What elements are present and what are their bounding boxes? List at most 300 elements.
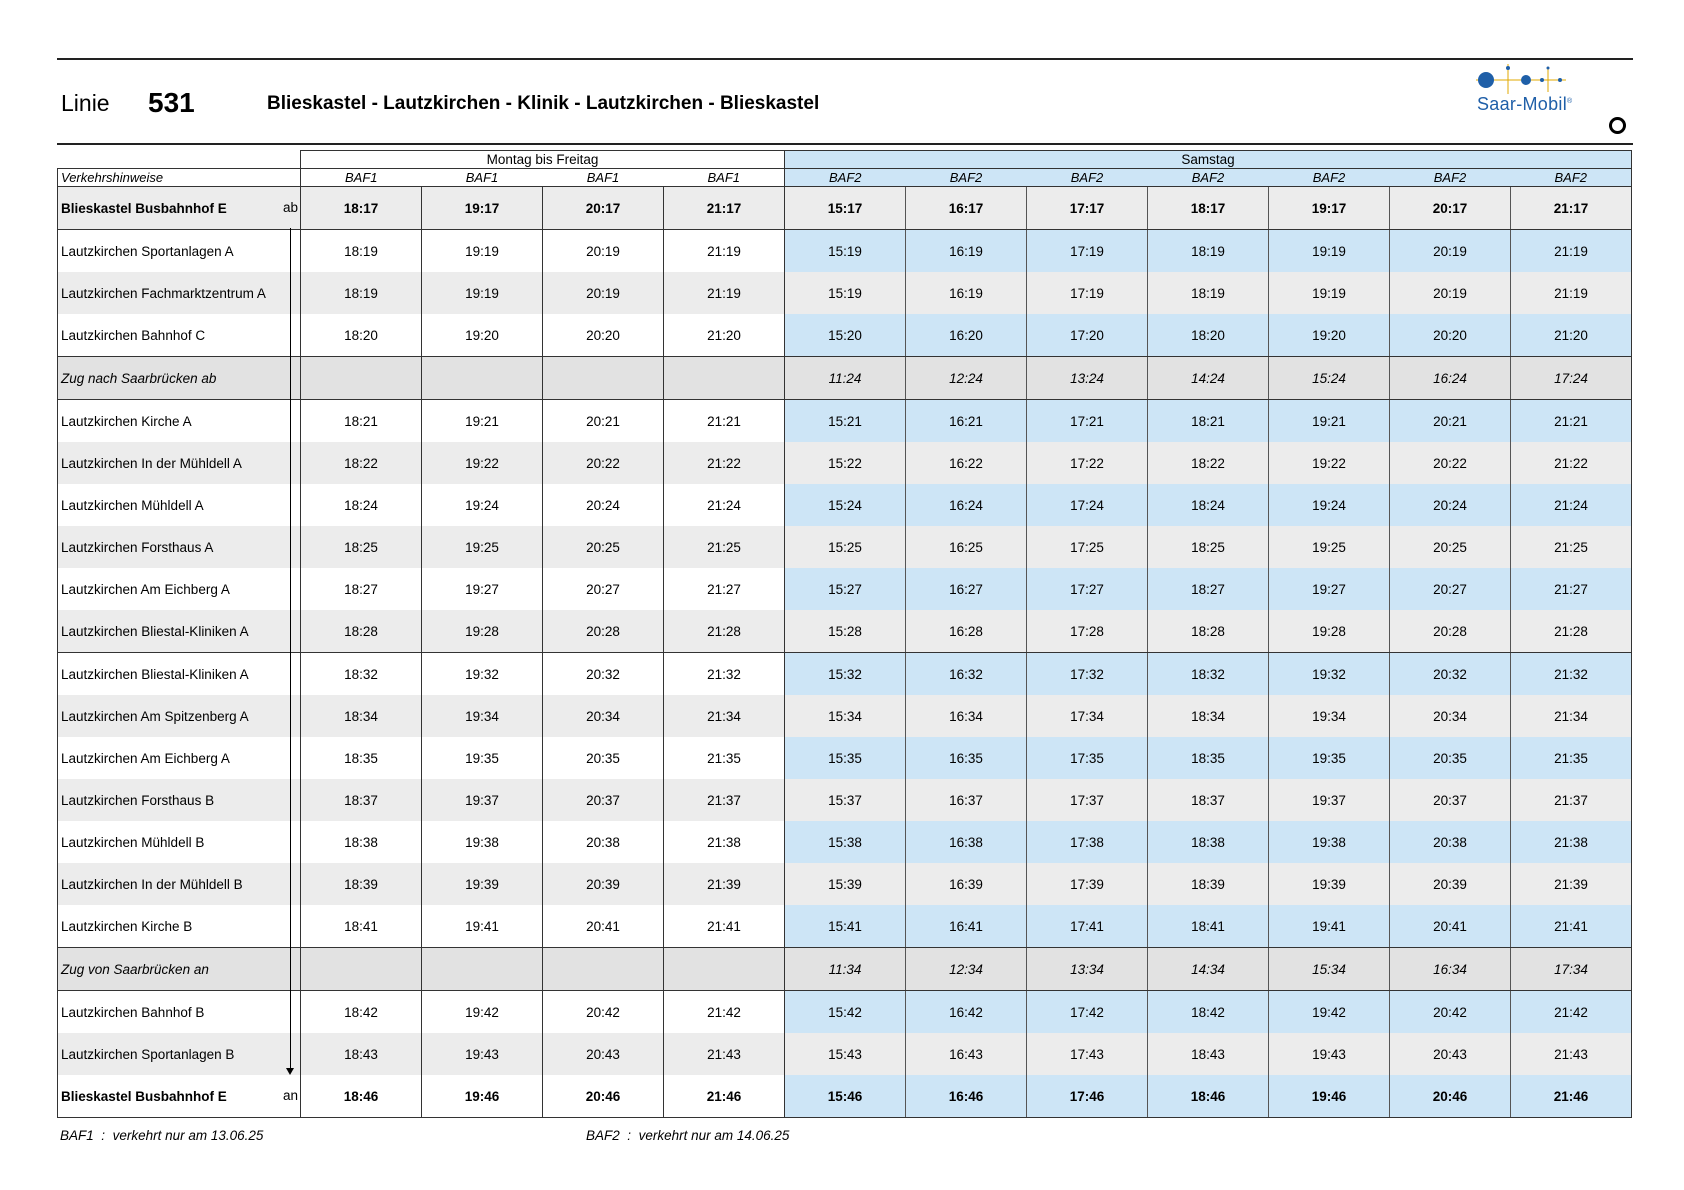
timetable-row (58, 357, 1632, 400)
departure-time: 18:41 (1148, 905, 1269, 948)
departure-time: 18:34 (1148, 695, 1269, 737)
departure-time: 15:39 (785, 863, 906, 905)
stop-name (58, 442, 301, 484)
departure-time: 18:24 (1148, 484, 1269, 526)
departure-time: 19:19 (422, 230, 543, 273)
stop-name (58, 1033, 301, 1075)
day-group-spacer (58, 151, 301, 169)
stop-name (58, 187, 301, 230)
departure-time: 21:24 (664, 484, 785, 526)
stop-name-label: Blieskastel Busbahnhof E (61, 1088, 227, 1104)
departure-time: 17:34 (1027, 695, 1148, 737)
departure-time: 21:25 (1511, 526, 1632, 568)
departure-time: 20:43 (543, 1033, 664, 1075)
departure-time: 13:34 (1027, 948, 1148, 991)
departure-time: 20:38 (543, 821, 664, 863)
timetable-row (58, 272, 1632, 314)
departure-time: 21:46 (1511, 1075, 1632, 1118)
departure-time: 21:41 (1511, 905, 1632, 948)
departure-time: 19:24 (1269, 484, 1390, 526)
stop-name (58, 737, 301, 779)
column-header: BAF2 (906, 169, 1027, 187)
stop-name-label: Lautzkirchen Am Spitzenberg A (61, 708, 249, 724)
departure-time: 19:39 (422, 863, 543, 905)
departure-time: 15:32 (785, 653, 906, 696)
departure-time: 20:38 (1390, 821, 1511, 863)
stop-name-label: Lautzkirchen In der Mühldell A (61, 455, 242, 471)
departure-time: 18:37 (301, 779, 422, 821)
departure-time: 18:19 (1148, 230, 1269, 273)
departure-time: 15:20 (785, 314, 906, 357)
departure-time: 16:19 (906, 272, 1027, 314)
departure-time: 16:35 (906, 737, 1027, 779)
timetable-row (58, 400, 1632, 443)
departure-time: 18:22 (301, 442, 422, 484)
timetable-row (58, 863, 1632, 905)
stop-name (58, 314, 301, 357)
departure-time: 19:41 (422, 905, 543, 948)
departure-time: 16:34 (1390, 948, 1511, 991)
departure-time: 15:27 (785, 568, 906, 610)
departure-time: 21:32 (664, 653, 785, 696)
departure-time: 18:37 (1148, 779, 1269, 821)
departure-time: 19:32 (422, 653, 543, 696)
column-header: BAF1 (543, 169, 664, 187)
departure-time: 16:17 (906, 187, 1027, 230)
departure-time: 19:38 (422, 821, 543, 863)
stop-name-label: Zug von Saarbrücken an (61, 961, 209, 977)
stop-name (58, 230, 301, 273)
stop-name-label: Lautzkirchen Forsthaus A (61, 539, 214, 555)
departure-time: 16:28 (906, 610, 1027, 653)
stop-name (58, 905, 301, 948)
departure-time: 20:28 (1390, 610, 1511, 653)
day-group-saturday: Samstag (785, 151, 1632, 169)
departure-time (664, 948, 785, 991)
departure-time: 21:35 (1511, 737, 1632, 779)
departure-time: 17:39 (1027, 863, 1148, 905)
departure-time: 18:34 (301, 695, 422, 737)
timetable-row (58, 187, 1632, 230)
departure-time: 18:41 (301, 905, 422, 948)
departure-time: 20:21 (1390, 400, 1511, 443)
departure-time: 19:21 (422, 400, 543, 443)
stop-name (58, 948, 301, 991)
departure-time (422, 948, 543, 991)
column-header: BAF1 (664, 169, 785, 187)
departure-time: 17:24 (1027, 484, 1148, 526)
departure-time: 19:20 (1269, 314, 1390, 357)
departure-time: 19:35 (1269, 737, 1390, 779)
departure-time: 20:35 (543, 737, 664, 779)
departure-time: 16:25 (906, 526, 1027, 568)
departure-time: 17:19 (1027, 272, 1148, 314)
departure-time: 19:46 (422, 1075, 543, 1118)
departure-time: 20:46 (1390, 1075, 1511, 1118)
day-group-weekday: Montag bis Freitag (301, 151, 785, 169)
departure-time: 21:17 (1511, 187, 1632, 230)
departure-time (543, 357, 664, 400)
departure-time: 20:22 (543, 442, 664, 484)
departure-time: 21:22 (1511, 442, 1632, 484)
timetable-row (58, 737, 1632, 779)
departure-time: 20:24 (543, 484, 664, 526)
departure-time: 19:25 (422, 526, 543, 568)
departure-time: 19:21 (1269, 400, 1390, 443)
departure-time: 21:28 (664, 610, 785, 653)
departure-time: 19:17 (1269, 187, 1390, 230)
departure-time: 19:34 (422, 695, 543, 737)
departure-time: 21:38 (1511, 821, 1632, 863)
departure-time: 11:34 (785, 948, 906, 991)
linie-label: Linie (61, 90, 110, 116)
timetable-row (58, 230, 1632, 273)
departure-time: 21:32 (1511, 653, 1632, 696)
departure-time: 20:37 (1390, 779, 1511, 821)
timetable-row (58, 314, 1632, 357)
departure-time: 17:25 (1027, 526, 1148, 568)
departure-time: 21:20 (664, 314, 785, 357)
departure-time: 15:17 (785, 187, 906, 230)
departure-time: 20:41 (543, 905, 664, 948)
departure-time: 21:28 (1511, 610, 1632, 653)
column-header: BAF2 (1027, 169, 1148, 187)
departure-time: 21:27 (664, 568, 785, 610)
departure-time: 18:21 (1148, 400, 1269, 443)
departure-time: 16:27 (906, 568, 1027, 610)
departure-time: 15:19 (785, 272, 906, 314)
stop-name-label: Blieskastel Busbahnhof E (61, 200, 227, 216)
stop-suffix: an (282, 1088, 298, 1103)
departure-time: 19:39 (1269, 863, 1390, 905)
departure-time: 18:19 (1148, 272, 1269, 314)
departure-time: 18:17 (301, 187, 422, 230)
departure-time: 18:43 (1148, 1033, 1269, 1075)
departure-time: 18:46 (301, 1075, 422, 1118)
departure-time: 20:42 (543, 991, 664, 1034)
departure-time: 18:19 (301, 272, 422, 314)
departure-time: 18:42 (1148, 991, 1269, 1034)
departure-time: 20:42 (1390, 991, 1511, 1034)
departure-time: 20:25 (543, 526, 664, 568)
departure-time: 15:25 (785, 526, 906, 568)
departure-time: 16:39 (906, 863, 1027, 905)
stop-name-label: Lautzkirchen Mühldell A (61, 497, 204, 513)
departure-time: 18:27 (1148, 568, 1269, 610)
departure-time: 18:46 (1148, 1075, 1269, 1118)
departure-time: 15:46 (785, 1075, 906, 1118)
route-title: Blieskastel - Lautzkirchen - Klinik - Lautzkirchen - Blieskastel (267, 93, 820, 114)
departure-time: 17:43 (1027, 1033, 1148, 1075)
departure-time: 17:27 (1027, 568, 1148, 610)
departure-time: 21:42 (1511, 991, 1632, 1034)
departure-time: 16:22 (906, 442, 1027, 484)
departure-time: 17:17 (1027, 187, 1148, 230)
departure-time: 18:25 (1148, 526, 1269, 568)
departure-time: 15:43 (785, 1033, 906, 1075)
departure-time: 19:19 (1269, 272, 1390, 314)
timetable-row (58, 484, 1632, 526)
departure-time: 17:34 (1511, 948, 1632, 991)
stop-name (58, 821, 301, 863)
departure-time: 20:37 (543, 779, 664, 821)
departure-time: 18:35 (1148, 737, 1269, 779)
departure-time: 18:27 (301, 568, 422, 610)
column-header: BAF2 (785, 169, 906, 187)
departure-time: 20:19 (1390, 230, 1511, 273)
arrow-down-icon (286, 1068, 294, 1075)
route-direction-line (290, 228, 291, 1071)
departure-time: 20:28 (543, 610, 664, 653)
stop-name (58, 863, 301, 905)
departure-time: 20:20 (543, 314, 664, 357)
departure-time: 21:17 (664, 187, 785, 230)
departure-time: 21:43 (664, 1033, 785, 1075)
departure-time: 16:19 (906, 230, 1027, 273)
departure-time: 21:39 (1511, 863, 1632, 905)
departure-time: 21:24 (1511, 484, 1632, 526)
departure-time: 19:38 (1269, 821, 1390, 863)
departure-time: 19:32 (1269, 653, 1390, 696)
timetable-row (58, 568, 1632, 610)
departure-time: 19:17 (422, 187, 543, 230)
stop-name-label: Lautzkirchen Bahnhof C (61, 327, 206, 343)
departure-time: 18:28 (1148, 610, 1269, 653)
stop-name-label: Lautzkirchen Am Eichberg A (61, 581, 230, 597)
departure-time: 17:41 (1027, 905, 1148, 948)
departure-time: 18:35 (301, 737, 422, 779)
departure-time: 16:42 (906, 991, 1027, 1034)
stop-name (58, 779, 301, 821)
departure-time: 15:35 (785, 737, 906, 779)
departure-time: 13:24 (1027, 357, 1148, 400)
departure-time: 17:32 (1027, 653, 1148, 696)
departure-time: 18:19 (301, 230, 422, 273)
departure-time: 20:25 (1390, 526, 1511, 568)
stop-name-label: Lautzkirchen Forsthaus B (61, 792, 215, 808)
departure-time: 16:41 (906, 905, 1027, 948)
departure-time (543, 948, 664, 991)
departure-time: 18:42 (301, 991, 422, 1034)
departure-time: 21:41 (664, 905, 785, 948)
departure-time: 17:42 (1027, 991, 1148, 1034)
departure-time: 21:34 (1511, 695, 1632, 737)
departure-time: 20:35 (1390, 737, 1511, 779)
departure-time: 21:21 (1511, 400, 1632, 443)
departure-time: 20:19 (543, 272, 664, 314)
departure-time: 19:27 (422, 568, 543, 610)
departure-time: 20:20 (1390, 314, 1511, 357)
column-header: BAF2 (1269, 169, 1390, 187)
footnote-baf2: BAF2 : verkehrt nur am 14.06.25 (586, 1128, 790, 1143)
departure-time: 20:32 (1390, 653, 1511, 696)
circle-icon (1609, 117, 1626, 134)
departure-time: 19:25 (1269, 526, 1390, 568)
timetable-row (58, 948, 1632, 991)
departure-time: 21:20 (1511, 314, 1632, 357)
departure-time: 21:25 (664, 526, 785, 568)
stop-name-label: Lautzkirchen Mühldell B (61, 834, 205, 850)
timetable-row (58, 905, 1632, 948)
departure-time: 21:21 (664, 400, 785, 443)
stop-name-label: Lautzkirchen Bahnhof B (61, 1004, 205, 1020)
departure-time: 20:17 (1390, 187, 1511, 230)
departure-time: 17:37 (1027, 779, 1148, 821)
departure-time: 16:21 (906, 400, 1027, 443)
departure-time: 16:43 (906, 1033, 1027, 1075)
departure-time: 17:24 (1511, 357, 1632, 400)
departure-time: 21:42 (664, 991, 785, 1034)
stop-name-label: Zug nach Saarbrücken ab (61, 370, 217, 386)
departure-time: 21:46 (664, 1075, 785, 1118)
departure-time: 15:42 (785, 991, 906, 1034)
timetable-row (58, 821, 1632, 863)
departure-time: 18:43 (301, 1033, 422, 1075)
departure-time: 17:38 (1027, 821, 1148, 863)
departure-time: 21:19 (664, 230, 785, 273)
departure-time: 20:39 (543, 863, 664, 905)
departure-time: 20:27 (543, 568, 664, 610)
departure-time: 21:19 (1511, 230, 1632, 273)
departure-time: 15:19 (785, 230, 906, 273)
departure-time: 19:28 (422, 610, 543, 653)
departure-time: 20:43 (1390, 1033, 1511, 1075)
column-header: BAF2 (1511, 169, 1632, 187)
departure-time: 18:25 (301, 526, 422, 568)
departure-time: 18:24 (301, 484, 422, 526)
departure-time: 20:24 (1390, 484, 1511, 526)
departure-time: 19:24 (422, 484, 543, 526)
departure-time: 19:35 (422, 737, 543, 779)
departure-time: 19:37 (422, 779, 543, 821)
departure-time: 21:38 (664, 821, 785, 863)
departure-time: 17:22 (1027, 442, 1148, 484)
departure-time: 21:27 (1511, 568, 1632, 610)
departure-time: 19:27 (1269, 568, 1390, 610)
departure-time: 20:19 (1390, 272, 1511, 314)
departure-time: 17:20 (1027, 314, 1148, 357)
departure-time: 20:21 (543, 400, 664, 443)
stop-name (58, 653, 301, 696)
stop-name-label: Lautzkirchen Kirche A (61, 413, 192, 429)
departure-time: 20:34 (1390, 695, 1511, 737)
departure-time: 19:28 (1269, 610, 1390, 653)
departure-time: 11:24 (785, 357, 906, 400)
departure-time: 18:22 (1148, 442, 1269, 484)
departure-time: 15:22 (785, 442, 906, 484)
departure-time: 17:35 (1027, 737, 1148, 779)
departure-time: 12:24 (906, 357, 1027, 400)
departure-time: 21:35 (664, 737, 785, 779)
departure-time: 20:22 (1390, 442, 1511, 484)
column-header-row (58, 169, 1632, 187)
departure-time: 18:32 (301, 653, 422, 696)
logo-text: Saar-Mobil® (1477, 94, 1573, 114)
departure-time: 16:24 (1390, 357, 1511, 400)
departure-time: 21:19 (664, 272, 785, 314)
timetable-row (58, 610, 1632, 653)
stop-name (58, 991, 301, 1034)
departure-time: 19:34 (1269, 695, 1390, 737)
departure-time: 20:19 (543, 230, 664, 273)
departure-time: 18:28 (301, 610, 422, 653)
departure-time: 18:32 (1148, 653, 1269, 696)
stop-name (58, 568, 301, 610)
departure-time: 15:24 (785, 484, 906, 526)
stop-name (58, 1075, 301, 1118)
stop-name-label: Lautzkirchen Kirche B (61, 918, 193, 934)
departure-time: 16:37 (906, 779, 1027, 821)
column-header: BAF1 (301, 169, 422, 187)
footnote-baf1: BAF1 : verkehrt nur am 13.06.25 (60, 1128, 264, 1143)
departure-time: 19:19 (422, 272, 543, 314)
departure-time: 20:34 (543, 695, 664, 737)
departure-time: 18:39 (301, 863, 422, 905)
departure-time: 18:17 (1148, 187, 1269, 230)
departure-time: 18:20 (1148, 314, 1269, 357)
departure-time: 20:41 (1390, 905, 1511, 948)
departure-time: 21:43 (1511, 1033, 1632, 1075)
departure-time: 21:37 (664, 779, 785, 821)
timetable-row (58, 1075, 1632, 1118)
line-number: 531 (148, 87, 195, 118)
stop-name (58, 526, 301, 568)
stop-name-label: Lautzkirchen Sportanlagen A (61, 243, 234, 259)
departure-time: 20:46 (543, 1075, 664, 1118)
departure-time: 17:21 (1027, 400, 1148, 443)
departure-time: 16:20 (906, 314, 1027, 357)
departure-time: 20:27 (1390, 568, 1511, 610)
timetable-row (58, 653, 1632, 696)
timetable-row (58, 526, 1632, 568)
departure-time: 12:34 (906, 948, 1027, 991)
stop-name (58, 400, 301, 443)
departure-time: 15:34 (1269, 948, 1390, 991)
departure-time: 17:46 (1027, 1075, 1148, 1118)
stop-suffix: ab (282, 200, 298, 215)
stop-name (58, 695, 301, 737)
stop-name-label: Lautzkirchen Fachmarktzentrum A (61, 285, 266, 301)
departure-time: 16:38 (906, 821, 1027, 863)
stop-name-label: Lautzkirchen Bliestal-Kliniken A (61, 623, 249, 639)
column-header: BAF2 (1390, 169, 1511, 187)
stop-name (58, 610, 301, 653)
departure-time: 19:41 (1269, 905, 1390, 948)
departure-time: 19:42 (1269, 991, 1390, 1034)
stop-name-label: Lautzkirchen Sportanlagen B (61, 1046, 235, 1062)
departure-time: 16:32 (906, 653, 1027, 696)
departure-time: 15:24 (1269, 357, 1390, 400)
departure-time: 15:21 (785, 400, 906, 443)
departure-time: 15:28 (785, 610, 906, 653)
departure-time: 15:34 (785, 695, 906, 737)
departure-time: 16:46 (906, 1075, 1027, 1118)
departure-time (664, 357, 785, 400)
timetable-row (58, 695, 1632, 737)
departure-time: 21:39 (664, 863, 785, 905)
departure-time: 15:37 (785, 779, 906, 821)
day-group-row (58, 151, 1632, 169)
departure-time: 14:34 (1148, 948, 1269, 991)
departure-time: 14:24 (1148, 357, 1269, 400)
departure-time (301, 357, 422, 400)
departure-time: 21:34 (664, 695, 785, 737)
timetable-row (58, 779, 1632, 821)
timetable-row (58, 991, 1632, 1034)
stop-name (58, 484, 301, 526)
departure-time: 17:19 (1027, 230, 1148, 273)
departure-time: 21:22 (664, 442, 785, 484)
